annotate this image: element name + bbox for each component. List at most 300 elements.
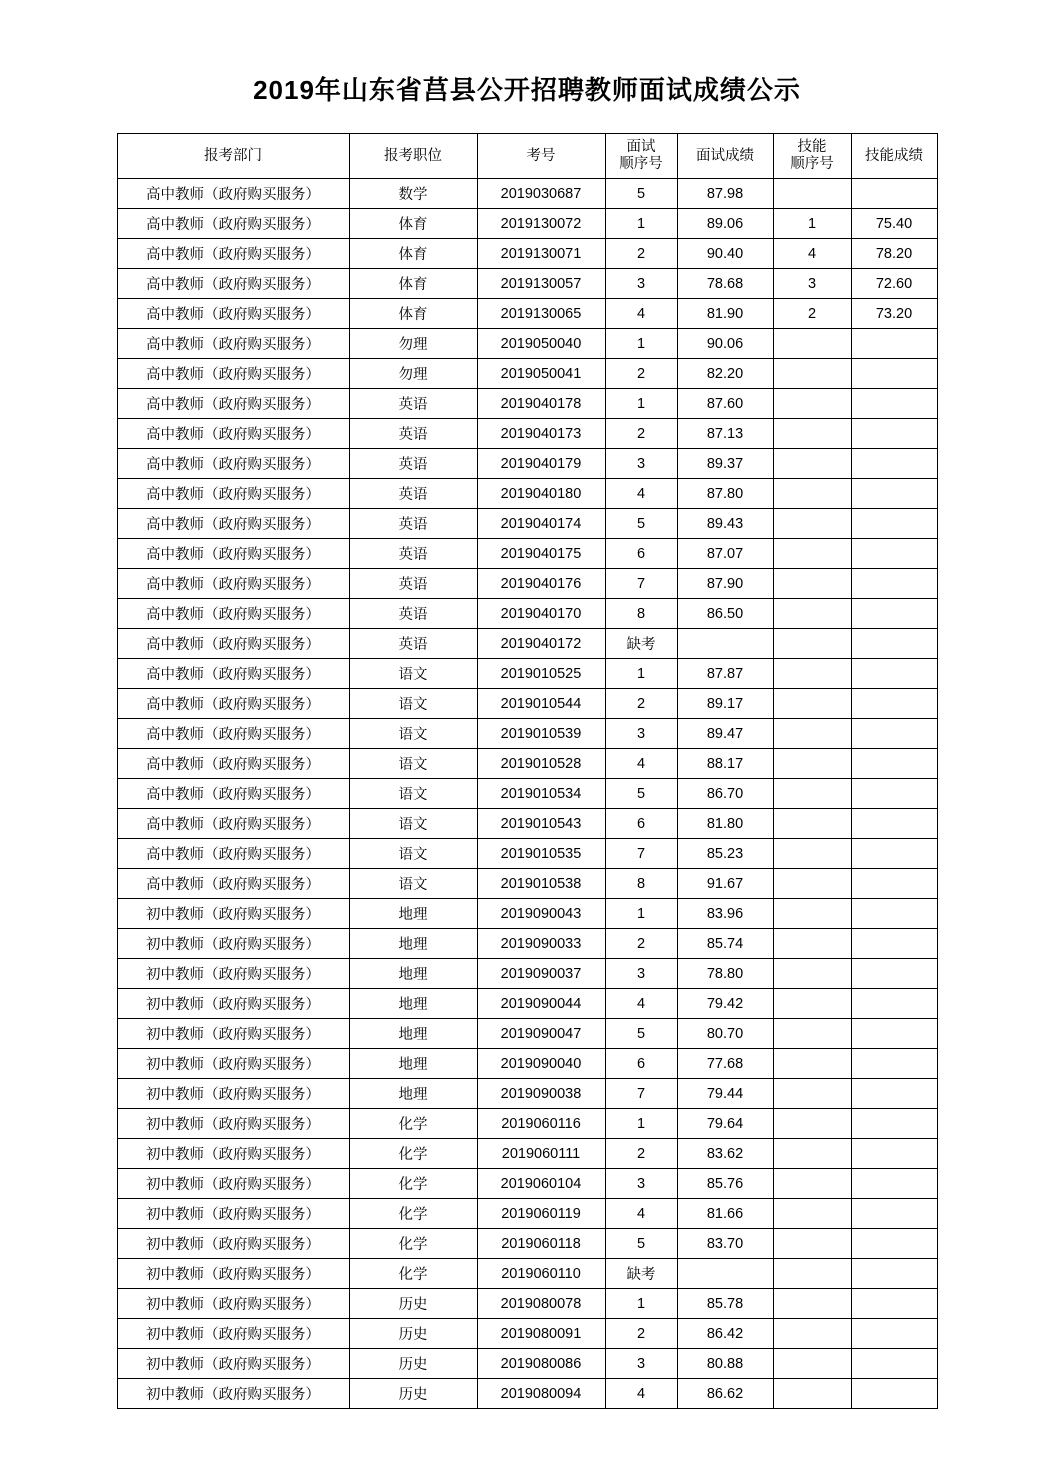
cell-position: 语文 bbox=[349, 689, 477, 719]
cell-interview-score: 82.20 bbox=[677, 359, 773, 389]
column-header-department: 报考部门 bbox=[117, 134, 349, 179]
column-header-position: 报考职位 bbox=[349, 134, 477, 179]
cell-skill-order bbox=[773, 599, 851, 629]
cell-interview-order: 3 bbox=[605, 269, 677, 299]
cell-skill-order bbox=[773, 689, 851, 719]
cell-exam-number: 2019090037 bbox=[477, 959, 605, 989]
table-row bbox=[117, 959, 937, 989]
cell-skill-order bbox=[773, 1169, 851, 1199]
cell-department: 初中教师（政府购买服务） bbox=[117, 1289, 349, 1319]
table-row bbox=[117, 779, 937, 809]
table-row bbox=[117, 539, 937, 569]
cell-exam-number: 2019090043 bbox=[477, 899, 605, 929]
cell-skill-order bbox=[773, 1259, 851, 1289]
cell-interview-order: 2 bbox=[605, 1139, 677, 1169]
cell-interview-score bbox=[677, 629, 773, 659]
cell-exam-number: 2019060110 bbox=[477, 1259, 605, 1289]
cell-interview-score: 81.66 bbox=[677, 1199, 773, 1229]
cell-position: 语文 bbox=[349, 719, 477, 749]
table-row bbox=[117, 1289, 937, 1319]
cell-exam-number: 2019130057 bbox=[477, 269, 605, 299]
cell-skill-order: 3 bbox=[773, 269, 851, 299]
cell-exam-number: 2019060116 bbox=[477, 1109, 605, 1139]
cell-interview-score: 85.74 bbox=[677, 929, 773, 959]
cell-interview-order: 2 bbox=[605, 1319, 677, 1349]
cell-skill-score bbox=[851, 1139, 937, 1169]
cell-interview-score: 87.90 bbox=[677, 569, 773, 599]
cell-interview-order: 6 bbox=[605, 539, 677, 569]
cell-interview-order: 1 bbox=[605, 209, 677, 239]
cell-interview-score: 79.42 bbox=[677, 989, 773, 1019]
table-row bbox=[117, 479, 937, 509]
cell-skill-order bbox=[773, 899, 851, 929]
cell-exam-number: 2019010535 bbox=[477, 839, 605, 869]
cell-skill-order bbox=[773, 719, 851, 749]
cell-skill-order bbox=[773, 1319, 851, 1349]
cell-interview-score: 89.43 bbox=[677, 509, 773, 539]
cell-interview-score: 83.96 bbox=[677, 899, 773, 929]
table-row bbox=[117, 1139, 937, 1169]
cell-interview-score: 86.50 bbox=[677, 599, 773, 629]
cell-skill-order bbox=[773, 1349, 851, 1379]
table-row bbox=[117, 179, 937, 209]
cell-skill-order bbox=[773, 1049, 851, 1079]
table-row bbox=[117, 629, 937, 659]
cell-interview-order: 5 bbox=[605, 1229, 677, 1259]
cell-interview-order: 6 bbox=[605, 1049, 677, 1079]
cell-exam-number: 2019030687 bbox=[477, 179, 605, 209]
cell-skill-order bbox=[773, 569, 851, 599]
cell-skill-score bbox=[851, 959, 937, 989]
table-body bbox=[117, 179, 937, 1409]
cell-skill-score bbox=[851, 929, 937, 959]
cell-skill-score bbox=[851, 1289, 937, 1319]
cell-skill-order bbox=[773, 959, 851, 989]
cell-skill-order bbox=[773, 359, 851, 389]
cell-interview-order: 1 bbox=[605, 389, 677, 419]
cell-skill-order bbox=[773, 1199, 851, 1229]
cell-department: 初中教师（政府购买服务） bbox=[117, 1259, 349, 1289]
cell-skill-score bbox=[851, 329, 937, 359]
cell-interview-order: 2 bbox=[605, 419, 677, 449]
cell-skill-score bbox=[851, 1169, 937, 1199]
cell-position: 英语 bbox=[349, 389, 477, 419]
cell-interview-order: 1 bbox=[605, 1289, 677, 1319]
cell-department: 高中教师（政府购买服务） bbox=[117, 239, 349, 269]
cell-skill-order bbox=[773, 629, 851, 659]
cell-position: 化学 bbox=[349, 1229, 477, 1259]
cell-interview-score: 83.70 bbox=[677, 1229, 773, 1259]
cell-skill-score bbox=[851, 509, 937, 539]
cell-interview-order: 3 bbox=[605, 449, 677, 479]
table-row bbox=[117, 209, 937, 239]
table-row bbox=[117, 1109, 937, 1139]
cell-skill-score bbox=[851, 899, 937, 929]
cell-interview-score: 87.87 bbox=[677, 659, 773, 689]
cell-interview-score: 77.68 bbox=[677, 1049, 773, 1079]
cell-exam-number: 2019090040 bbox=[477, 1049, 605, 1079]
cell-position: 地理 bbox=[349, 1079, 477, 1109]
cell-exam-number: 2019040173 bbox=[477, 419, 605, 449]
cell-exam-number: 2019040174 bbox=[477, 509, 605, 539]
cell-position: 地理 bbox=[349, 929, 477, 959]
cell-skill-order bbox=[773, 659, 851, 689]
cell-department: 初中教师（政府购买服务） bbox=[117, 1079, 349, 1109]
cell-exam-number: 2019080094 bbox=[477, 1379, 605, 1409]
cell-exam-number: 2019010528 bbox=[477, 749, 605, 779]
cell-department: 初中教师（政府购买服务） bbox=[117, 1139, 349, 1169]
cell-skill-order bbox=[773, 779, 851, 809]
cell-exam-number: 2019090047 bbox=[477, 1019, 605, 1049]
column-header-interview-order: 面试 顺序号 bbox=[605, 134, 677, 179]
cell-interview-score: 89.17 bbox=[677, 689, 773, 719]
cell-skill-score bbox=[851, 869, 937, 899]
cell-department: 初中教师（政府购买服务） bbox=[117, 1049, 349, 1079]
cell-position: 语文 bbox=[349, 809, 477, 839]
cell-interview-score: 90.40 bbox=[677, 239, 773, 269]
cell-interview-order: 4 bbox=[605, 749, 677, 779]
cell-exam-number: 2019040180 bbox=[477, 479, 605, 509]
table-row bbox=[117, 359, 937, 389]
cell-exam-number: 2019010534 bbox=[477, 779, 605, 809]
cell-skill-score bbox=[851, 389, 937, 419]
cell-exam-number: 2019040178 bbox=[477, 389, 605, 419]
table-row bbox=[117, 899, 937, 929]
cell-skill-score bbox=[851, 359, 937, 389]
table-row bbox=[117, 1229, 937, 1259]
cell-position: 勿理 bbox=[349, 329, 477, 359]
cell-department: 初中教师（政府购买服务） bbox=[117, 1109, 349, 1139]
cell-interview-score: 85.78 bbox=[677, 1289, 773, 1319]
cell-exam-number: 2019040176 bbox=[477, 569, 605, 599]
cell-interview-order: 4 bbox=[605, 1199, 677, 1229]
column-header-skill-order: 技能 顺序号 bbox=[773, 134, 851, 179]
cell-position: 体育 bbox=[349, 209, 477, 239]
cell-skill-order bbox=[773, 1289, 851, 1319]
cell-skill-score bbox=[851, 599, 937, 629]
cell-exam-number: 2019130072 bbox=[477, 209, 605, 239]
cell-skill-score bbox=[851, 1049, 937, 1079]
cell-department: 高中教师（政府购买服务） bbox=[117, 749, 349, 779]
table-row bbox=[117, 419, 937, 449]
cell-skill-score bbox=[851, 989, 937, 1019]
cell-position: 英语 bbox=[349, 479, 477, 509]
cell-skill-order bbox=[773, 749, 851, 779]
cell-skill-order bbox=[773, 509, 851, 539]
cell-exam-number: 2019040179 bbox=[477, 449, 605, 479]
cell-interview-order: 7 bbox=[605, 569, 677, 599]
cell-position: 化学 bbox=[349, 1199, 477, 1229]
table-row bbox=[117, 749, 937, 779]
cell-exam-number: 2019010544 bbox=[477, 689, 605, 719]
cell-exam-number: 2019010525 bbox=[477, 659, 605, 689]
cell-interview-score: 80.88 bbox=[677, 1349, 773, 1379]
cell-department: 高中教师（政府购买服务） bbox=[117, 779, 349, 809]
cell-interview-order: 1 bbox=[605, 659, 677, 689]
table-row bbox=[117, 689, 937, 719]
cell-position: 历史 bbox=[349, 1379, 477, 1409]
cell-skill-score: 72.60 bbox=[851, 269, 937, 299]
cell-interview-score bbox=[677, 1259, 773, 1289]
cell-interview-order: 5 bbox=[605, 779, 677, 809]
cell-skill-order bbox=[773, 1139, 851, 1169]
cell-position: 地理 bbox=[349, 989, 477, 1019]
table-row bbox=[117, 929, 937, 959]
column-header-skill-score: 技能成绩 bbox=[851, 134, 937, 179]
column-header-interview-score: 面试成绩 bbox=[677, 134, 773, 179]
cell-position: 勿理 bbox=[349, 359, 477, 389]
cell-department: 高中教师（政府购买服务） bbox=[117, 539, 349, 569]
cell-department: 初中教师（政府购买服务） bbox=[117, 989, 349, 1019]
cell-skill-order bbox=[773, 539, 851, 569]
table-row bbox=[117, 659, 937, 689]
table-row bbox=[117, 329, 937, 359]
cell-skill-order bbox=[773, 1079, 851, 1109]
cell-exam-number: 2019040170 bbox=[477, 599, 605, 629]
cell-department: 高中教师（政府购买服务） bbox=[117, 839, 349, 869]
cell-position: 地理 bbox=[349, 959, 477, 989]
cell-exam-number: 2019010543 bbox=[477, 809, 605, 839]
cell-skill-score bbox=[851, 1019, 937, 1049]
cell-skill-order: 1 bbox=[773, 209, 851, 239]
cell-skill-score bbox=[851, 1079, 937, 1109]
cell-position: 地理 bbox=[349, 899, 477, 929]
cell-interview-order: 缺考 bbox=[605, 1259, 677, 1289]
cell-interview-score: 87.07 bbox=[677, 539, 773, 569]
cell-interview-score: 79.44 bbox=[677, 1079, 773, 1109]
cell-position: 历史 bbox=[349, 1319, 477, 1349]
cell-exam-number: 2019050040 bbox=[477, 329, 605, 359]
cell-department: 初中教师（政府购买服务） bbox=[117, 959, 349, 989]
cell-interview-order: 7 bbox=[605, 1079, 677, 1109]
cell-interview-score: 87.13 bbox=[677, 419, 773, 449]
cell-position: 化学 bbox=[349, 1109, 477, 1139]
cell-skill-order: 4 bbox=[773, 239, 851, 269]
cell-position: 英语 bbox=[349, 449, 477, 479]
cell-exam-number: 2019080078 bbox=[477, 1289, 605, 1319]
cell-department: 初中教师（政府购买服务） bbox=[117, 1229, 349, 1259]
cell-interview-order: 7 bbox=[605, 839, 677, 869]
cell-department: 高中教师（政府购买服务） bbox=[117, 569, 349, 599]
cell-position: 体育 bbox=[349, 239, 477, 269]
cell-skill-score: 75.40 bbox=[851, 209, 937, 239]
cell-interview-order: 2 bbox=[605, 239, 677, 269]
cell-interview-order: 5 bbox=[605, 509, 677, 539]
cell-position: 英语 bbox=[349, 569, 477, 599]
cell-skill-order bbox=[773, 329, 851, 359]
table-row bbox=[117, 719, 937, 749]
cell-department: 高中教师（政府购买服务） bbox=[117, 179, 349, 209]
cell-exam-number: 2019060104 bbox=[477, 1169, 605, 1199]
cell-position: 地理 bbox=[349, 1019, 477, 1049]
cell-department: 高中教师（政府购买服务） bbox=[117, 719, 349, 749]
cell-interview-order: 缺考 bbox=[605, 629, 677, 659]
cell-exam-number: 2019130065 bbox=[477, 299, 605, 329]
cell-interview-score: 83.62 bbox=[677, 1139, 773, 1169]
cell-department: 初中教师（政府购买服务） bbox=[117, 1019, 349, 1049]
cell-interview-score: 89.06 bbox=[677, 209, 773, 239]
cell-skill-order: 2 bbox=[773, 299, 851, 329]
cell-interview-order: 3 bbox=[605, 1169, 677, 1199]
cell-skill-score bbox=[851, 1379, 937, 1409]
cell-exam-number: 2019060118 bbox=[477, 1229, 605, 1259]
table-row bbox=[117, 1319, 937, 1349]
table-row bbox=[117, 239, 937, 269]
table-row bbox=[117, 599, 937, 629]
cell-skill-order bbox=[773, 389, 851, 419]
cell-position: 语文 bbox=[349, 749, 477, 779]
page-title: 2019年山东省莒县公开招聘教师面试成绩公示 bbox=[253, 75, 801, 105]
cell-skill-order bbox=[773, 809, 851, 839]
cell-interview-order: 1 bbox=[605, 329, 677, 359]
cell-interview-score: 87.60 bbox=[677, 389, 773, 419]
cell-exam-number: 2019040175 bbox=[477, 539, 605, 569]
cell-position: 英语 bbox=[349, 419, 477, 449]
cell-skill-score bbox=[851, 569, 937, 599]
cell-department: 高中教师（政府购买服务） bbox=[117, 449, 349, 479]
cell-department: 初中教师（政府购买服务） bbox=[117, 1199, 349, 1229]
table-row bbox=[117, 269, 937, 299]
cell-interview-score: 89.47 bbox=[677, 719, 773, 749]
table-row bbox=[117, 389, 937, 419]
table-row bbox=[117, 569, 937, 599]
table-row bbox=[117, 839, 937, 869]
cell-exam-number: 2019090038 bbox=[477, 1079, 605, 1109]
table-row bbox=[117, 509, 937, 539]
cell-skill-order bbox=[773, 989, 851, 1019]
cell-department: 高中教师（政府购买服务） bbox=[117, 299, 349, 329]
table-row bbox=[117, 1349, 937, 1379]
cell-skill-order bbox=[773, 1109, 851, 1139]
cell-department: 初中教师（政府购买服务） bbox=[117, 899, 349, 929]
cell-position: 历史 bbox=[349, 1289, 477, 1319]
cell-interview-score: 86.70 bbox=[677, 779, 773, 809]
cell-position: 化学 bbox=[349, 1169, 477, 1199]
cell-interview-score: 91.67 bbox=[677, 869, 773, 899]
cell-department: 高中教师（政府购买服务） bbox=[117, 689, 349, 719]
cell-interview-score: 89.37 bbox=[677, 449, 773, 479]
cell-position: 英语 bbox=[349, 599, 477, 629]
cell-interview-score: 86.62 bbox=[677, 1379, 773, 1409]
cell-interview-order: 5 bbox=[605, 1019, 677, 1049]
cell-skill-order bbox=[773, 839, 851, 869]
cell-skill-score bbox=[851, 1199, 937, 1229]
table-row bbox=[117, 989, 937, 1019]
cell-position: 英语 bbox=[349, 629, 477, 659]
cell-skill-order bbox=[773, 449, 851, 479]
cell-skill-score bbox=[851, 659, 937, 689]
cell-skill-order bbox=[773, 479, 851, 509]
cell-department: 高中教师（政府购买服务） bbox=[117, 329, 349, 359]
cell-skill-order bbox=[773, 869, 851, 899]
cell-interview-score: 86.42 bbox=[677, 1319, 773, 1349]
cell-skill-score bbox=[851, 179, 937, 209]
cell-position: 体育 bbox=[349, 269, 477, 299]
table-row bbox=[117, 449, 937, 479]
cell-skill-score bbox=[851, 419, 937, 449]
cell-department: 高中教师（政府购买服务） bbox=[117, 599, 349, 629]
cell-interview-order: 8 bbox=[605, 599, 677, 629]
cell-position: 语文 bbox=[349, 839, 477, 869]
cell-position: 英语 bbox=[349, 509, 477, 539]
cell-interview-score: 81.80 bbox=[677, 809, 773, 839]
cell-exam-number: 2019040172 bbox=[477, 629, 605, 659]
cell-skill-score bbox=[851, 479, 937, 509]
cell-exam-number: 2019090033 bbox=[477, 929, 605, 959]
table-row bbox=[117, 1079, 937, 1109]
column-header-exam-number: 考号 bbox=[477, 134, 605, 179]
header-row bbox=[117, 134, 937, 179]
cell-exam-number: 2019050041 bbox=[477, 359, 605, 389]
cell-skill-score bbox=[851, 809, 937, 839]
cell-skill-order bbox=[773, 929, 851, 959]
cell-position: 数学 bbox=[349, 179, 477, 209]
cell-department: 高中教师（政府购买服务） bbox=[117, 389, 349, 419]
cell-position: 语文 bbox=[349, 659, 477, 689]
table-row bbox=[117, 299, 937, 329]
cell-interview-score: 78.80 bbox=[677, 959, 773, 989]
cell-interview-score: 85.76 bbox=[677, 1169, 773, 1199]
cell-skill-order bbox=[773, 1229, 851, 1259]
cell-interview-order: 3 bbox=[605, 719, 677, 749]
cell-position: 英语 bbox=[349, 539, 477, 569]
cell-department: 高中教师（政府购买服务） bbox=[117, 209, 349, 239]
cell-interview-order: 1 bbox=[605, 899, 677, 929]
cell-position: 历史 bbox=[349, 1349, 477, 1379]
cell-position: 地理 bbox=[349, 1049, 477, 1079]
cell-interview-order: 4 bbox=[605, 479, 677, 509]
cell-interview-score: 80.70 bbox=[677, 1019, 773, 1049]
cell-interview-order: 6 bbox=[605, 809, 677, 839]
cell-exam-number: 2019080091 bbox=[477, 1319, 605, 1349]
cell-interview-order: 4 bbox=[605, 299, 677, 329]
cell-skill-order bbox=[773, 1379, 851, 1409]
cell-interview-score: 79.64 bbox=[677, 1109, 773, 1139]
cell-interview-score: 81.90 bbox=[677, 299, 773, 329]
cell-interview-order: 2 bbox=[605, 359, 677, 389]
cell-exam-number: 2019060111 bbox=[477, 1139, 605, 1169]
cell-skill-score bbox=[851, 779, 937, 809]
cell-position: 语文 bbox=[349, 779, 477, 809]
cell-interview-order: 3 bbox=[605, 959, 677, 989]
cell-department: 高中教师（政府购买服务） bbox=[117, 269, 349, 299]
cell-department: 高中教师（政府购买服务） bbox=[117, 419, 349, 449]
cell-skill-score bbox=[851, 1229, 937, 1259]
scores-table bbox=[117, 133, 938, 1409]
cell-exam-number: 2019130071 bbox=[477, 239, 605, 269]
cell-exam-number: 2019090044 bbox=[477, 989, 605, 1019]
table-row bbox=[117, 809, 937, 839]
cell-exam-number: 2019080086 bbox=[477, 1349, 605, 1379]
cell-position: 语文 bbox=[349, 869, 477, 899]
cell-interview-score: 88.17 bbox=[677, 749, 773, 779]
cell-interview-order: 3 bbox=[605, 1349, 677, 1379]
cell-interview-order: 4 bbox=[605, 989, 677, 1019]
table-row bbox=[117, 1379, 937, 1409]
cell-skill-order bbox=[773, 419, 851, 449]
cell-department: 高中教师（政府购买服务） bbox=[117, 809, 349, 839]
cell-skill-score bbox=[851, 539, 937, 569]
cell-department: 初中教师（政府购买服务） bbox=[117, 929, 349, 959]
cell-department: 高中教师（政府购买服务） bbox=[117, 869, 349, 899]
cell-department: 高中教师（政府购买服务） bbox=[117, 659, 349, 689]
cell-skill-order bbox=[773, 1019, 851, 1049]
cell-department: 高中教师（政府购买服务） bbox=[117, 509, 349, 539]
cell-skill-score bbox=[851, 449, 937, 479]
table-row bbox=[117, 1199, 937, 1229]
cell-skill-score bbox=[851, 1259, 937, 1289]
cell-interview-score: 78.68 bbox=[677, 269, 773, 299]
